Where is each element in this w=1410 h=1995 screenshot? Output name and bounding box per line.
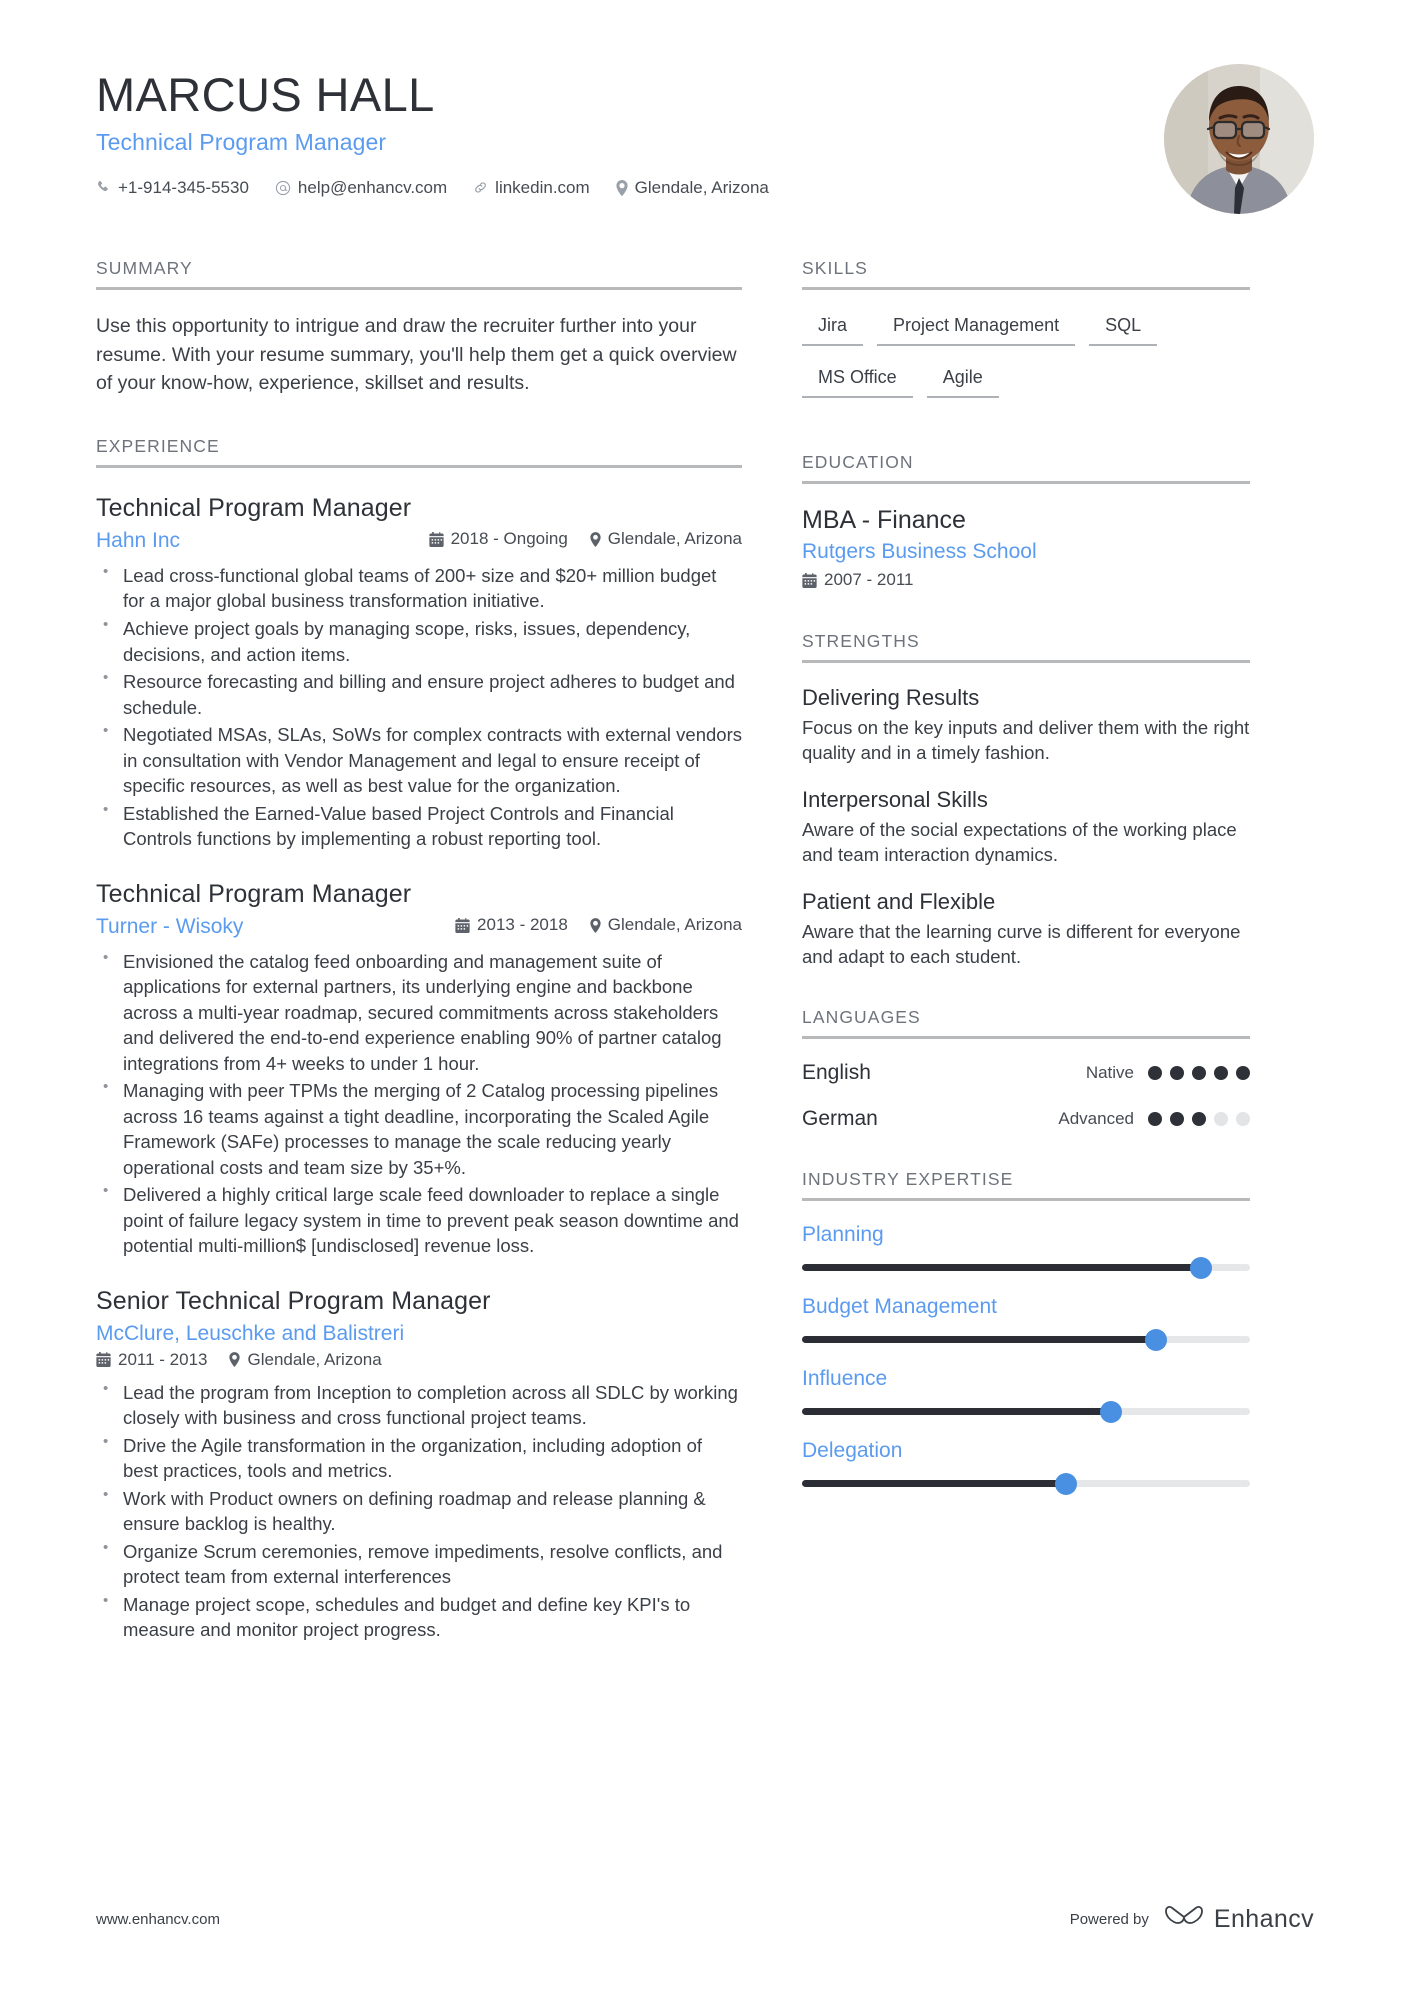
education-dates-text: 2007 - 2011 [824, 570, 914, 589]
slider-knob[interactable] [1055, 1473, 1077, 1495]
email-icon [275, 180, 291, 196]
skill-chip[interactable]: MS Office [802, 362, 913, 398]
language-level-dot [1148, 1112, 1162, 1126]
language-level-dot [1214, 1066, 1228, 1080]
experience-bullet: • Negotiated MSAs, SLAs, SoWs for complex contracts with external vendors in consultation with Vendor Management and legal to ensure receipt of specific resources, as well as best value for the organization. [96, 722, 742, 799]
strength-name: Patient and Flexible [802, 889, 996, 915]
slider-knob[interactable] [1100, 1401, 1122, 1423]
slider-fill [802, 1336, 1156, 1343]
summary-text: Use this opportunity to intrigue and draw the recruiter further into your resume. With your resume summary, you'll help them get a quick overview of your know-how, experience, skillset and results. [96, 315, 737, 395]
slider-fill [802, 1408, 1111, 1415]
enhancv-wordmark: Enhancv [1213, 1905, 1314, 1933]
experience-dates [96, 1350, 207, 1370]
section-strengths [802, 631, 1250, 970]
section-skills [802, 258, 1250, 414]
section-summary [96, 258, 742, 398]
experience-bullet: • Drive the Agile transformation in the organization, including adoption of best practices, tools and metrics. [96, 1433, 742, 1484]
expertise-label: Delegation [802, 1439, 903, 1463]
experience-bullet: • Lead the program from Inception to completion across all SDLC by working closely with business and cross functional project teams. [96, 1380, 742, 1431]
experience-job-title: Technical Program Manager [96, 879, 412, 908]
language-name: German [802, 1107, 878, 1131]
enhancv-brand [1163, 1904, 1314, 1935]
expertise-slider[interactable] [802, 1333, 1250, 1345]
experience-list [96, 494, 742, 1643]
experience-bullet: • Organize Scrum ceremonies, remove impediments, resolve conflicts, and protect team from external interferences [96, 1539, 742, 1590]
experience-dates-text: 2018 - Ongoing [450, 529, 568, 549]
expertise-slider-item [802, 1439, 1250, 1489]
experience-bullet-list [96, 563, 742, 852]
expertise-label: Influence [802, 1367, 888, 1391]
footer-url[interactable]: www.enhancv.com [96, 1911, 220, 1928]
experience-bullet: • Delivered a highly critical large scale feed downloader to replace a single point of failure legacy system in time to prevent peak season downtime and potential multi-million$ [undisclosed] revenue loss. [96, 1182, 742, 1259]
experience-bullet: • Resource forecasting and billing and ensure project adheres to budget and schedule. [96, 669, 742, 720]
powered-by-label: Powered by [1069, 1911, 1149, 1928]
contact-row [96, 178, 1164, 198]
education-list [802, 506, 1250, 593]
resume-body [96, 258, 1314, 1645]
experience-bullet: • Managing with peer TPMs the merging of 2 Catalog processing pipelines across 16 teams against a tight deadline, incorporating the Scaled Agile Framework (SAFe) processes to manage the scale reducing yearly operational costs and team size by 35+%. [96, 1078, 742, 1180]
language-level-dot [1192, 1112, 1206, 1126]
experience-location [229, 1350, 381, 1370]
strengths-list [802, 685, 1250, 970]
slider-knob[interactable] [1145, 1329, 1167, 1351]
language-level-dot [1192, 1066, 1206, 1080]
language-level-dot [1148, 1066, 1162, 1080]
page-title: MARCUS HALL [96, 68, 435, 121]
experience-job-title: Senior Technical Program Manager [96, 1286, 491, 1315]
section-title-languages: LANGUAGES [802, 1007, 1250, 1039]
experience-bullet: • Established the Earned-Value based Project Controls and Financial Controls functions by implementing a robust reporting tool. [96, 801, 742, 852]
slider-fill [802, 1264, 1201, 1271]
experience-dates-text: 2013 - 2018 [477, 915, 568, 935]
section-title-skills: SKILLS [802, 258, 1250, 290]
skill-chip[interactable]: Jira [802, 310, 863, 346]
education-degree: MBA - Finance [802, 506, 966, 534]
experience-bullet: • Envisioned the catalog feed onboarding and management suite of applications for external partners, its underlying engine and backbone across a multi-year roadmap, secured commitments across stakeholders and delivered the end-to-end experience enabling 90% of partner catalog integrations from 4+ weeks to under 1 hour. [96, 949, 742, 1077]
expertise-slider[interactable] [802, 1261, 1250, 1273]
section-education [802, 452, 1250, 593]
skills-chip-list [802, 310, 1250, 414]
languages-list [802, 1061, 1250, 1131]
expertise-slider-item [802, 1223, 1250, 1273]
contact-email[interactable] [275, 178, 447, 198]
language-level-label: Advanced [1058, 1109, 1134, 1129]
expertise-slider-item [802, 1367, 1250, 1417]
contact-location [616, 178, 769, 198]
experience-item [96, 1287, 742, 1643]
calendar-icon [802, 573, 817, 588]
education-dates [802, 570, 913, 590]
page-footer [96, 1904, 1314, 1935]
language-level-dots [1148, 1066, 1250, 1080]
expertise-slider[interactable] [802, 1477, 1250, 1489]
contact-linkedin-text: linkedin.com [495, 177, 590, 197]
left-column [96, 258, 788, 1645]
experience-bullet: • Achieve project goals by managing scope, risks, issues, dependency, decisions, and action items. [96, 616, 742, 667]
section-languages [802, 1007, 1250, 1131]
location-pin-icon [229, 1352, 240, 1367]
experience-company: Turner - Wisoky [96, 914, 244, 938]
language-level-label: Native [1085, 1063, 1134, 1083]
language-level-dots [1148, 1112, 1250, 1126]
language-level-dot [1236, 1066, 1250, 1080]
experience-bullet: • Lead cross-functional global teams of 200+ size and $20+ million budget for a major global business transformation initiative. [96, 563, 742, 614]
phone-icon [96, 180, 111, 195]
section-title-strengths: STRENGTHS [802, 631, 1250, 663]
location-pin-icon [590, 532, 601, 547]
contact-phone[interactable] [96, 178, 249, 198]
language-name: English [802, 1061, 871, 1085]
experience-location-text: Glendale, Arizona [247, 1349, 382, 1369]
experience-meta [96, 1350, 742, 1370]
contact-email-text: help@enhancv.com [297, 177, 448, 197]
language-row [802, 1107, 1250, 1131]
strength-description: Aware of the social expectations of the working place and team interaction dynamics. [802, 818, 1237, 865]
location-pin-icon [590, 918, 601, 933]
experience-dates [429, 529, 568, 549]
strength-item [802, 889, 1250, 969]
skill-chip[interactable]: Agile [927, 362, 999, 398]
resume-header [96, 0, 1314, 214]
education-school: Rutgers Business School [802, 540, 1037, 563]
experience-dates-text: 2011 - 2013 [118, 1349, 208, 1369]
calendar-icon [96, 1352, 111, 1367]
strength-name: Interpersonal Skills [802, 786, 988, 812]
contact-phone-text: +1-914-345-5530 [118, 177, 249, 197]
section-title-education: EDUCATION [802, 452, 1250, 484]
language-level-dot [1170, 1112, 1184, 1126]
expertise-slider[interactable] [802, 1405, 1250, 1417]
calendar-icon [455, 918, 470, 933]
section-industry-expertise [802, 1169, 1250, 1489]
experience-location-text: Glendale, Arizona [607, 529, 742, 549]
experience-job-title: Technical Program Manager [96, 493, 412, 522]
strength-description: Focus on the key inputs and deliver them with the right quality and in a timely fashion. [802, 716, 1250, 763]
experience-location [590, 915, 742, 935]
experience-meta [96, 915, 742, 939]
contact-location-text: Glendale, Arizona [634, 177, 769, 197]
experience-item [96, 494, 742, 852]
contact-linkedin[interactable] [473, 178, 590, 198]
header-identity [96, 62, 1164, 198]
location-pin-icon [616, 180, 628, 196]
experience-bullet: • Work with Product owners on defining roadmap and release planning & ensure backlog is healthy. [96, 1486, 742, 1537]
right-column [788, 258, 1250, 1489]
experience-dates [455, 915, 568, 935]
section-title-industry-expertise: INDUSTRY EXPERTISE [802, 1169, 1250, 1201]
slider-knob[interactable] [1190, 1257, 1212, 1279]
language-level-dot [1236, 1112, 1250, 1126]
expertise-label: Planning [802, 1223, 884, 1247]
experience-bullet-list [96, 949, 742, 1259]
strength-item [802, 787, 1250, 867]
language-row [802, 1061, 1250, 1085]
language-level-dot [1170, 1066, 1184, 1080]
section-title-summary: SUMMARY [96, 258, 742, 290]
skill-chip[interactable]: SQL [1089, 310, 1157, 346]
slider-fill [802, 1480, 1066, 1487]
experience-company: Hahn Inc [96, 528, 181, 552]
section-experience [96, 436, 742, 1643]
calendar-icon [429, 532, 444, 547]
section-title-experience: EXPERIENCE [96, 436, 742, 468]
avatar [1164, 64, 1314, 214]
expertise-label: Budget Management [802, 1295, 997, 1319]
language-level-dot [1214, 1112, 1228, 1126]
avatar-photo [1164, 64, 1314, 214]
experience-company: McClure, Leuschke and Balistreri [96, 1321, 405, 1345]
experience-meta [96, 529, 742, 553]
expertise-slider-list [802, 1223, 1250, 1489]
expertise-slider-item [802, 1295, 1250, 1345]
education-item [802, 506, 1250, 593]
experience-location-text: Glendale, Arizona [607, 915, 742, 935]
experience-bullet: • Manage project scope, schedules and budget and define key KPI's to measure and monitor project progress. [96, 1592, 742, 1643]
experience-location [590, 529, 742, 549]
strength-item [802, 685, 1250, 765]
footer-branding [1070, 1904, 1314, 1935]
link-icon [473, 180, 488, 195]
experience-item [96, 880, 742, 1259]
skill-chip[interactable]: Project Management [877, 310, 1075, 346]
strength-name: Delivering Results [802, 684, 980, 710]
enhancv-logo-icon [1163, 1904, 1205, 1935]
experience-bullet-list [96, 1380, 742, 1643]
strength-description: Aware that the learning curve is different for everyone and adapt to each student. [802, 921, 1241, 968]
job-role-subtitle: Technical Program Manager [96, 128, 387, 155]
